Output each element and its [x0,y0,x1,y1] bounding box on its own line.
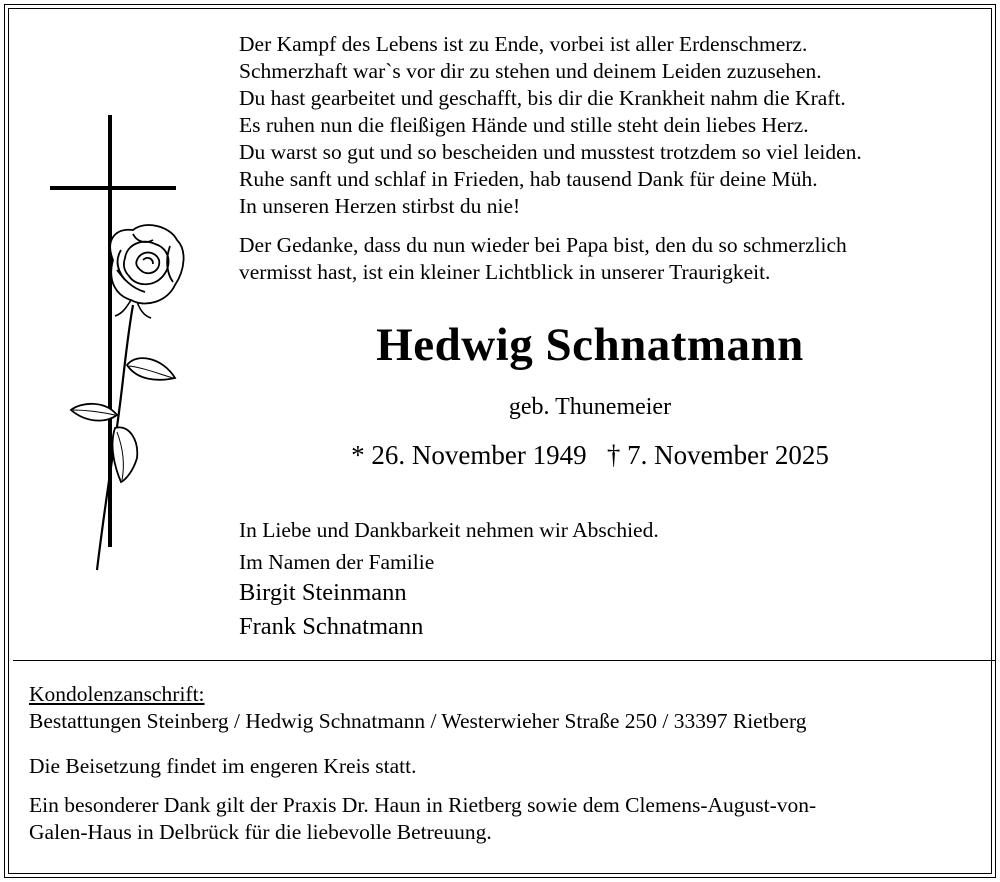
footer [29,681,979,846]
poem-line: Du hast gearbeitet und geschafft, bis dir die Krankheit nahm die Kraft. [239,86,846,110]
family-line: Im Namen der Familie [239,550,435,574]
farewell [239,514,659,578]
poem-line: Der Kampf des Lebens ist zu Ende, vorbei ist aller Erdenschmerz. [239,32,808,56]
farewell-line: In Liebe und Dankbarkeit nehmen wir Abschied. [239,518,659,542]
maiden-name: geb. Thunemeier [508,394,672,420]
poem-line: Schmerzhaft war`s vor dir zu stehen und deinem Leiden zuzusehen. [239,59,822,83]
poem-line: Ruhe sanft und schlaf in Frieden, hab tausend Dank für deine Müh. [239,167,818,191]
condolence-label: Kondolenzanschrift: [29,682,205,706]
thanks-line: Ein besonderer Dank gilt der Praxis Dr. Haun in Rietberg sowie dem Clemens-August-von- [29,793,817,817]
poem-line: Du warst so gut und so bescheiden und musstest trotzdem so viel leiden. [239,140,862,164]
thanks-line: Galen-Haus in Delbrück für die liebevolle Betreuung. [29,820,492,844]
poem-line: Es ruhen nun die fleißigen Hände und stille steht dein liebes Herz. [239,113,809,137]
signers [239,576,423,644]
divider [13,660,995,661]
birth-date: * 26. November 1949 [351,440,587,470]
poem-line: In unseren Herzen stirbst du nie! [239,194,521,218]
signer-name: Birgit Steinmann [239,579,407,606]
thought-line: Der Gedanke, dass du nun wieder bei Papa bist, den du so schmerzlich [239,233,847,257]
signer-name: Frank Schnatmann [239,613,424,640]
life-dates [0,440,1000,471]
death-date: † 7. November 2025 [606,440,829,470]
condolence-address: Bestattungen Steinberg / Hedwig Schnatmann / Westerwieher Straße 250 / 33397 Rietberg [29,709,807,733]
thought-line: vermisst hast, ist ein kleiner Lichtblick in unserer Traurigkeit. [239,260,771,284]
deceased-name: Hedwig Schnatmann [376,319,804,371]
poem [239,31,989,286]
burial-note: Die Beisetzung findet im engeren Kreis statt. [29,754,417,778]
